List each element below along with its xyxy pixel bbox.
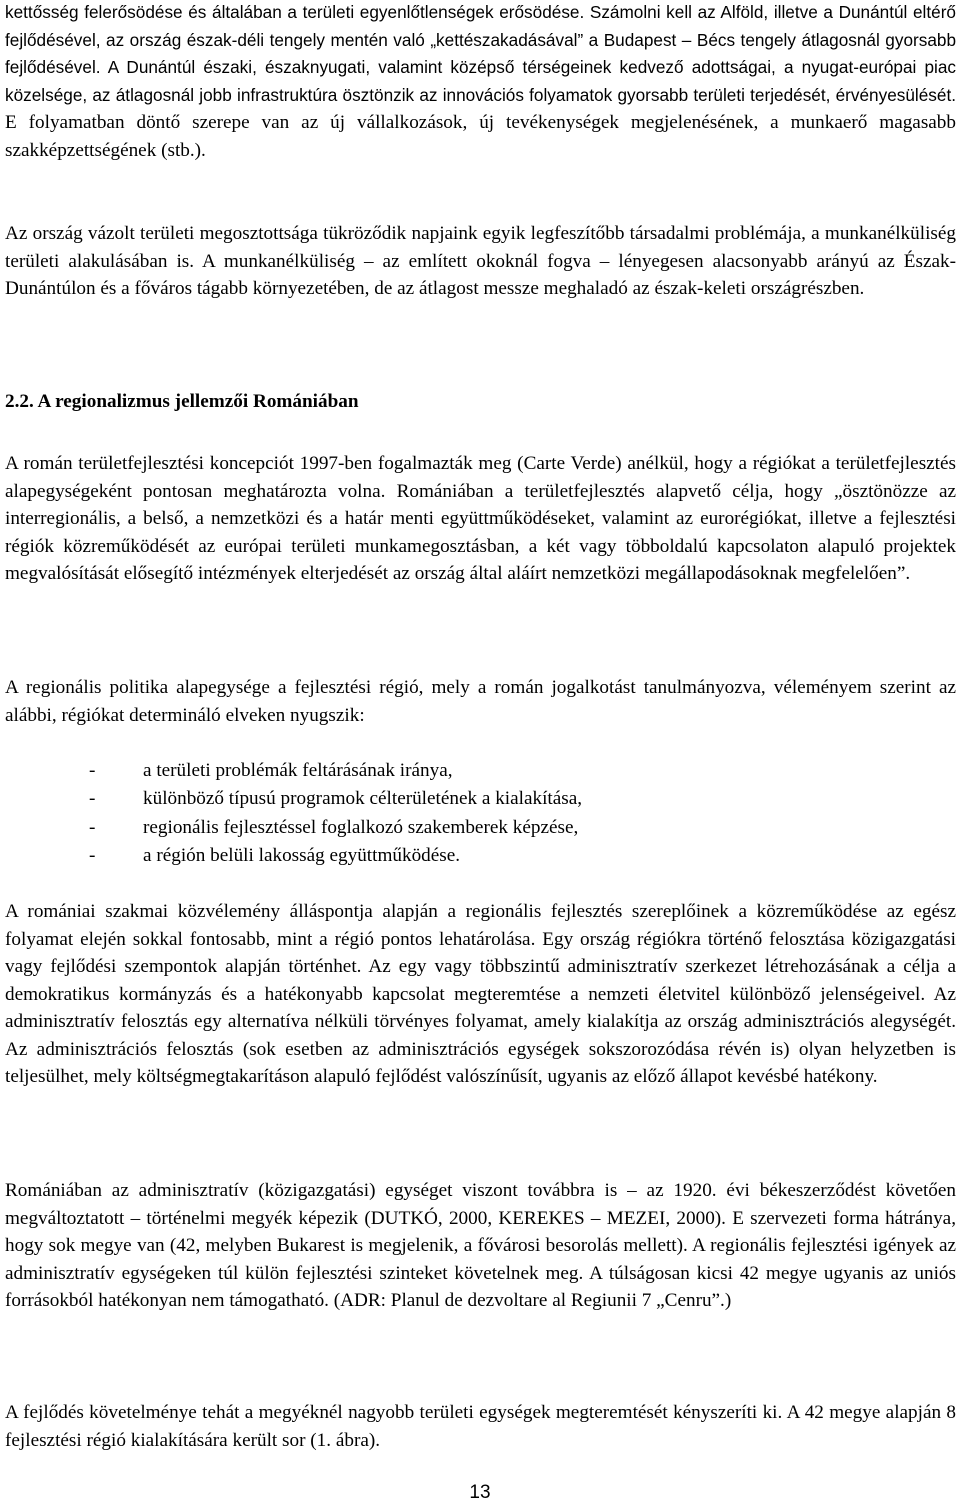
paragraph-7: A fejlődés követelménye tehát a megyéknél nagyobb területi egységek megteremtését kényszeríti ki. A 42 megye alapján 8 fejlesztési régió kialakítására került sor (1. ábra). — [5, 1402, 956, 1451]
list-item — [5, 842, 956, 870]
list-item-text: a területi problémák feltárásának iránya, — [143, 760, 453, 781]
paragraph-2: Az ország vázolt területi megosztottsága tükröződik napjaink egyik legfeszítőbb társadalmi problémája, a munkanélküliség területi alakulásában is. A munkanélküliség – az említett okoknál fogva – lényegesen alacsonyabb arányú az Észak-Dunántúlon és a főváros tágabb környezetében, de az átlagost messze meghaladó az észak-keleti országrészben. — [5, 223, 956, 299]
list-item-text: regionális fejlesztéssel foglalkozó szakemberek képzése, — [143, 816, 579, 838]
list-item — [5, 814, 956, 842]
list-dash: - — [89, 844, 96, 866]
paragraph-1 — [5, 0, 956, 164]
paragraph-1-sans-text: kettősség felerősödése és általában a területi egyenlőtlenségek erősödése. Számolni kell az Alföld, illetve a Dunántúl eltérő fejlődésével, az ország észak-déli tengely mentén való „kettészakadásával” a Budapest – Bécs tengely átlagosnál gyorsabb fejlődésével. A Dunántúl északi, északnyugati, valamint középső térségeinek kedvező adottságai, a nyugat-európai piac közelsége, az átlagosnál jobb infrastruktúra ösztönzik az innovációs folyamatok gyorsabb területi terjedését, érvényesülését. — [5, 2, 956, 105]
list-dash: - — [89, 760, 96, 781]
list-item-text: a régión belüli lakosság együttműködése. — [143, 844, 461, 866]
list-dash: - — [89, 788, 96, 810]
paragraph-1-serif-text: E folyamatban döntő szerepe van az új vállalkozások, új tevékenységek megjelenésének, a munkaerő magasabb szakképzettségének (stb.). — [5, 112, 956, 161]
principles-list — [5, 757, 956, 870]
page-number: 13 — [469, 1482, 491, 1503]
list-dash: - — [89, 816, 96, 838]
paragraph-5: A romániai szakmai közvélemény álláspontja alapján a regionális fejlesztés szereplőinek a közreműködése az egész folyamat elején sokkal fontosabb, mint a régió pontos lehatárolása. Egy ország régiókra történő felosztása közigazgatási vagy fejlődési szempontok alapján történhet. Az egy vagy többszintű adminisztratív szerkezet létrehozásának a célja a demokratikus kormányzás és a hatékonyabb kapcsolat megteremtése a nemzeti életvitel különböző jelenségeivel. Az adminisztratív felosztás egy alternatíva nélküli törvényes folyamat, amely kialakítja az ország adminisztrációs alegységét. Az adminisztrációs felosztás (sok esetben az adminisztrációs egységek sokszorozódása révén is) olyan helyzetben is teljesülhet, mely költségmegtakarításon alapuló fejlődést valószínűsít, ugyanis az előző állapot kevésbé hatékony. — [5, 901, 956, 1087]
section-heading: 2.2. A regionalizmus jellemzői Romániában — [5, 391, 359, 412]
paragraph-3: A román területfejlesztési koncepciót 1997-ben fogalmazták meg (Carte Verde) anélkül, hogy a régiókat a területfejlesztés alapegységeként pontosan meghatározta volna. Romániában a területfejlesztés alapvető célja, hogy „ösztönözze az interregionális, a belső, a nemzetközi és a határ menti együttműködéseket, valamint az eurorégiókat, illetve a fejlesztési régiók közreműködését az európai területi munkamegosztásban, a két vagy többoldalú kapcsolaton alapuló projektek megvalósítását elősegítő intézmények elterjedését az ország által aláírt nemzetközi megállapodásoknak megfelelően”. — [5, 453, 956, 584]
list-item-text: különböző típusú programok célterületének a kialakítása, — [143, 788, 583, 810]
paragraph-6: Romániában az adminisztratív (közigazgatási) egységet viszont továbbra is – az 1920. évi békeszerződést követően megváltoztatott – történelmi megyék képezik (DUTKÓ, 2000, KEREKES – MEZEI, 2000). E szervezeti forma hátránya, hogy sok megye van (42, melyben Bukarest is megjelenik, a fővárosi besorolás mellett). A regionális fejlesztési igények az adminisztratív egységeken túl külön fejlesztési szinteket követelnek meg. A túlságosan kicsi 42 megye ugyanis az uniós forrásokból hatékonyan nem támogatható. (ADR: Planul de dezvoltare al Regiunii 7 „Cenru”.) — [5, 1180, 956, 1311]
list-item — [5, 757, 956, 785]
list-item — [5, 785, 956, 813]
paragraph-4: A regionális politika alapegysége a fejlesztési régió, mely a román jogalkotást tanulmányozva, véleményem szerint az alábbi, régiókat determináló elveken nyugszik: — [5, 677, 956, 726]
